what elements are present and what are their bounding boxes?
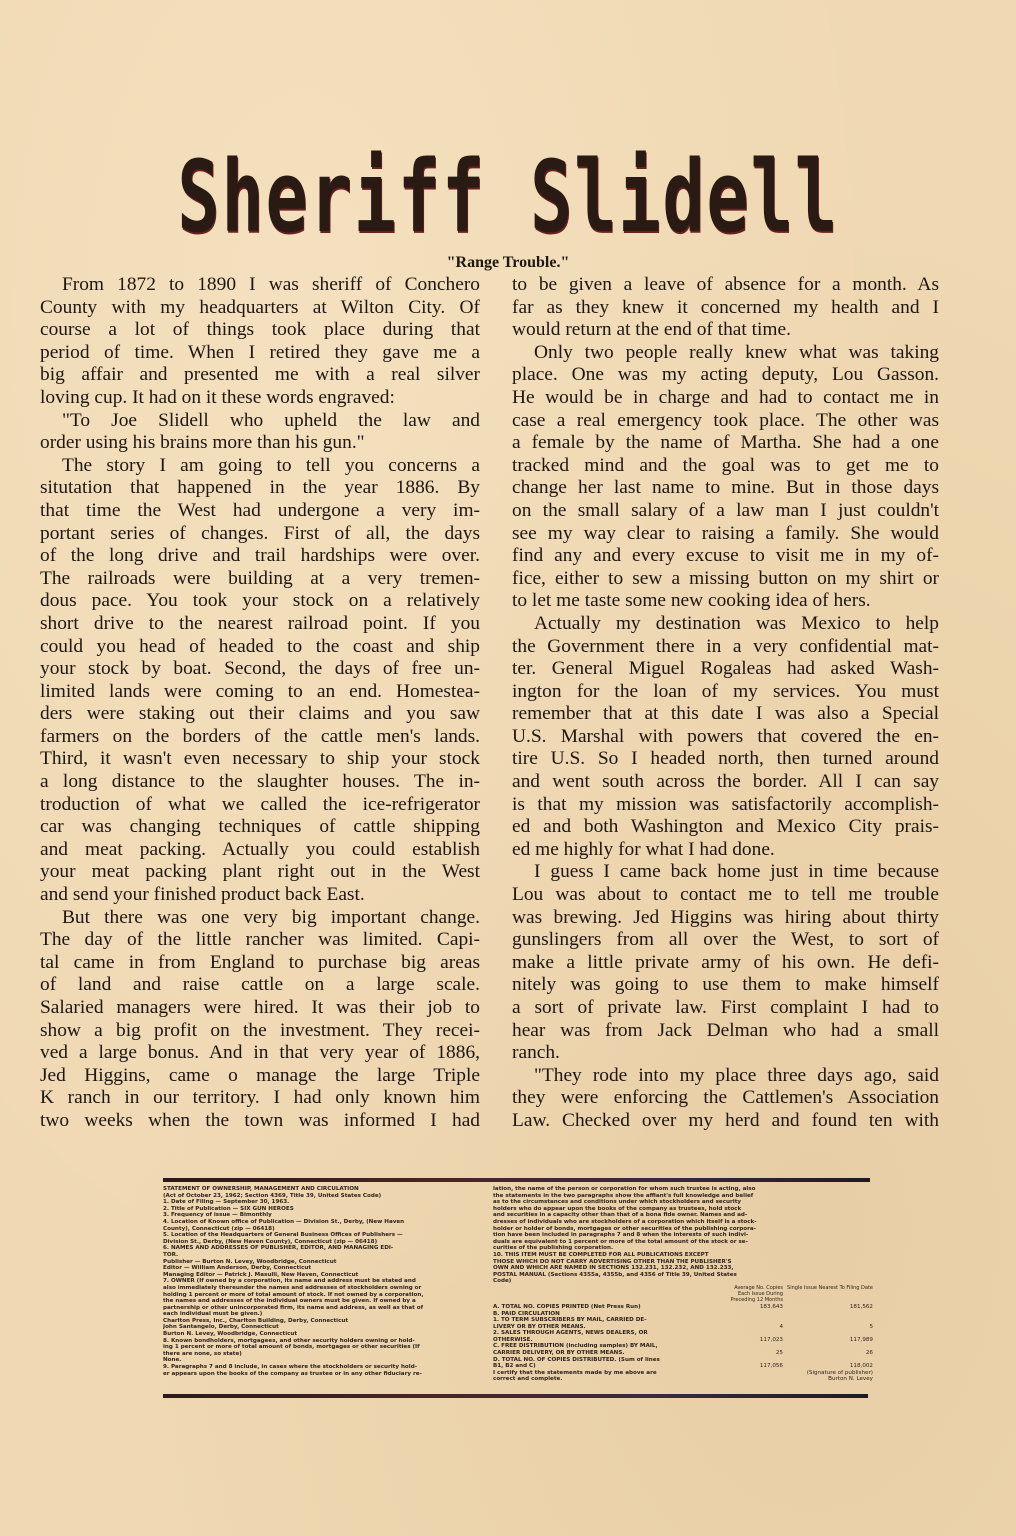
statement-line: Code) bbox=[493, 1278, 512, 1285]
text-line: far as they knew it concerned my health and I bbox=[512, 296, 939, 318]
text-line: the Government there in a very confidential mat- bbox=[512, 635, 939, 657]
row-single-issue bbox=[783, 1330, 873, 1337]
text-line: period of time. When I retired they gave me a bbox=[40, 341, 480, 363]
text-line: The day of the little rancher was limited. Capi- bbox=[40, 929, 480, 951]
row-average: 183,643 bbox=[759, 1303, 783, 1310]
text-line: big affair and presented me with a real silver bbox=[40, 364, 480, 386]
text-line: ington for the loan of my services. You must bbox=[512, 680, 939, 702]
paragraph bbox=[512, 861, 939, 1064]
text-line: course a lot of things took place during that bbox=[40, 319, 480, 341]
text-line: nitely was going to use them to make himself bbox=[512, 974, 939, 996]
row-average bbox=[723, 1311, 783, 1318]
statement-line: 8. Known bondholders, mortgagees, and other security holders owning or hold- bbox=[163, 1337, 415, 1344]
statement-line: there are none, so state) bbox=[163, 1350, 242, 1357]
text-line: they were enforcing the Cattlemen's Association bbox=[512, 1087, 939, 1109]
row-average: 117,056 bbox=[759, 1363, 783, 1370]
statement-line: TOR. bbox=[163, 1251, 179, 1258]
text-line: tracked mind and the goal was to get me to bbox=[512, 454, 939, 476]
story-subtitle: "Range Trouble." bbox=[446, 254, 570, 271]
header-single-issue: Single Issue Nearest To Filing Date bbox=[787, 1284, 873, 1291]
statement-line: None. bbox=[163, 1357, 182, 1364]
text-line: Only two people really knew what was taking bbox=[534, 341, 939, 363]
text-line: From 1872 to 1890 I was sheriff of Conchero bbox=[62, 274, 480, 295]
text-line: tire U.S. So I headed north, then turned around bbox=[512, 748, 939, 770]
row-single-issue: 118,002 bbox=[849, 1363, 873, 1370]
row-average bbox=[723, 1357, 783, 1364]
statement-line: holding 1 percent or more of total amount of stock. If not owned by a corporation, bbox=[163, 1291, 424, 1298]
statement-line: as to the circumstances and conditions under which stockholders and security bbox=[493, 1199, 742, 1206]
text-line: farmers on the borders of the cattle men's lands. bbox=[40, 725, 480, 747]
text-line: ed and both Washington and Mexico City prais- bbox=[512, 816, 939, 838]
story-title: Sheriff Slidell bbox=[177, 139, 839, 255]
row-single-issue: 5 bbox=[869, 1323, 873, 1330]
text-line: two weeks when the town was informed I had bbox=[40, 1109, 480, 1131]
statement-of-ownership bbox=[163, 1178, 873, 1383]
text-line: your meat packing plant right out in the West bbox=[40, 861, 480, 883]
circulation-row bbox=[493, 1370, 873, 1377]
row-label: 2. SALES THROUGH AGENTS, NEWS DEALERS, OR bbox=[493, 1330, 648, 1337]
text-line: He would be in charge and had to contact me in bbox=[512, 386, 939, 408]
text-line: Jed Higgins, came o manage the large Triple bbox=[40, 1064, 480, 1086]
text-line: and meat packing. Actually you could establish bbox=[40, 838, 480, 860]
text-line: U.S. Marshal with powers that covered the en- bbox=[512, 725, 939, 747]
circulation-header bbox=[493, 1285, 873, 1303]
statement-line: Editor — William Anderson, Derby, Connecticut bbox=[163, 1265, 312, 1272]
row-label: D. TOTAL NO. OF COPIES DISTRIBUTED. (Sum of lines bbox=[493, 1356, 660, 1363]
row-label: B1, B2 and C) bbox=[493, 1363, 536, 1370]
statement-line: curities of the publishing corporation. bbox=[493, 1245, 614, 1252]
statement-line: ing 1 percent or more of total amount of bonds, mortgages or other securities (If bbox=[163, 1344, 420, 1351]
statement-line: County), Connecticut (zip — 06418) bbox=[163, 1225, 275, 1232]
row-single-issue: 181,562 bbox=[849, 1303, 873, 1310]
statement-line: 6. NAMES AND ADDRESSES OF PUBLISHER, EDITOR, AND MANAGING EDI- bbox=[163, 1245, 394, 1252]
text-line: ders were staking out their claims and you saw bbox=[40, 703, 480, 725]
text-line: The railroads were building at a very tremen- bbox=[40, 567, 480, 589]
row-average bbox=[723, 1330, 783, 1337]
statement-line: OWN AND WHICH ARE NAMED IN SECTIONS 132.231, 132.232, AND 132.233, bbox=[493, 1265, 734, 1272]
text-line: make a little private army of his own. He defi- bbox=[512, 951, 939, 973]
text-line: Salaried managers were hired. It was their job to bbox=[40, 997, 480, 1018]
row-label: B. PAID CIRCULATION bbox=[493, 1310, 560, 1317]
text-line: portant series of changes. First of all, the days bbox=[40, 522, 480, 544]
statement-line: 4. Location of Known office of Publication — Division St., Derby, (New Haven bbox=[163, 1218, 405, 1225]
row-label: LIVERY OR BY OTHER MEANS. bbox=[493, 1323, 586, 1330]
statement-line: 3. Frequency of issue — Bimonthly bbox=[163, 1212, 272, 1219]
header-average: Average No. Copies Each Issue During Preceding 12 Months bbox=[730, 1284, 783, 1303]
text-line: fice, either to sew a missing button on my shirt or bbox=[512, 567, 939, 589]
statement-line: partnership or other unincorporated firm, its name and address, as well as that of bbox=[163, 1304, 424, 1311]
text-line: place. One was my acting deputy, Lou Gasson. bbox=[512, 364, 939, 386]
text-line: County with my headquarters at Wilton City. Of bbox=[40, 296, 480, 318]
text-line: The story I am going to tell you concerns a bbox=[62, 454, 480, 476]
circulation-row bbox=[493, 1330, 873, 1337]
row-single-issue: 117,989 bbox=[849, 1336, 873, 1343]
circulation-row bbox=[493, 1304, 873, 1311]
statement-line: and securities in a capacity other than that of a bona fide owner. Names and ad- bbox=[493, 1212, 748, 1219]
row-single-issue: Burton N. Levey bbox=[828, 1376, 873, 1383]
row-label: 1. TO TERM SUBSCRIBERS BY MAIL, CARRIED DE- bbox=[493, 1317, 647, 1324]
statement-line: Publisher — Burton N. Levey, Woodbridge, Connecticut bbox=[163, 1258, 337, 1265]
statement-line: Burton N. Levey, Woodbridge, Connecticut bbox=[163, 1331, 298, 1338]
text-line: Lou was about to contact me to tell me trouble bbox=[512, 884, 939, 906]
row-average bbox=[723, 1370, 783, 1377]
statement-line: dresses of individuals who are stockholders of a corporation which itself is a stock- bbox=[493, 1218, 757, 1225]
row-single-issue bbox=[783, 1357, 873, 1364]
row-label: A. TOTAL NO. COPIES PRINTED (Net Press Run) bbox=[493, 1303, 641, 1310]
paragraph bbox=[512, 1065, 939, 1133]
left-text-column bbox=[40, 274, 480, 1133]
row-average: 117,023 bbox=[759, 1336, 783, 1343]
text-line: to let me taste some new cooking idea of hers. bbox=[512, 590, 871, 612]
statement-line: 7. OWNER (If owned by a corporation, its name and address must be stated and bbox=[163, 1278, 416, 1285]
text-line: short drive to the nearest railroad point. If you bbox=[40, 612, 480, 634]
statement-line: tion have been included in paragraphs 7 and 8 when the interests of such indivi- bbox=[493, 1232, 749, 1239]
statement-line: 9. Paragraphs 7 and 8 include, in cases where the stockholders or security hold- bbox=[163, 1364, 418, 1371]
row-single-issue bbox=[783, 1343, 873, 1350]
statement-line: POSTAL MANUAL (Sections 4355a, 4355b, and 4356 of Title 39, United States bbox=[493, 1271, 737, 1278]
paragraph bbox=[40, 907, 480, 1133]
text-line: "To Joe Slidell who upheld the law and bbox=[62, 409, 480, 431]
statement-line: STATEMENT OF OWNERSHIP, MANAGEMENT AND CIRCULATION bbox=[163, 1186, 359, 1192]
row-label: C. FREE DISTRIBUTION (including samples) BY MAIL, bbox=[493, 1343, 658, 1350]
text-line: and send your finished product back East. bbox=[40, 884, 365, 906]
statement-line: 2. Title of Publication — SIX GUN HEROES bbox=[163, 1205, 294, 1212]
circulation-row bbox=[493, 1376, 873, 1383]
text-line: a long distance to the slaughter houses. The in- bbox=[40, 771, 480, 793]
text-line: case a real emergency took place. The other was bbox=[512, 409, 939, 431]
statement-line: the statements in the two paragraphs show the affiant's full knowledge and belief bbox=[493, 1192, 754, 1199]
paragraph bbox=[512, 613, 939, 862]
text-line: ed me highly for what I had done. bbox=[512, 838, 775, 860]
row-label: I certify that the statements made by me above are bbox=[493, 1369, 657, 1376]
circulation-row bbox=[493, 1324, 873, 1331]
row-average bbox=[723, 1317, 783, 1324]
paragraph bbox=[40, 455, 480, 907]
circulation-row bbox=[493, 1337, 873, 1344]
statement-line: 5. Location of the Headquarters of General Business Offices of Publishers — bbox=[163, 1232, 403, 1239]
text-line: car was changing techniques of cattle shipping bbox=[40, 816, 480, 838]
text-line: that time the West had undergone a very im- bbox=[40, 499, 480, 521]
text-line: But there was one very big important change. bbox=[62, 906, 480, 928]
statement-line: holders who do appear upon the books of the company as trustees, hold stock bbox=[493, 1205, 742, 1212]
statement-line: John Santangelo, Derby, Connecticut bbox=[163, 1324, 279, 1331]
circulation-row bbox=[493, 1357, 873, 1364]
circulation-row bbox=[493, 1363, 873, 1370]
text-line: your stock by boat. Second, the days of free un- bbox=[40, 658, 480, 680]
statement-line: 10. THIS ITEM MUST BE COMPLETED FOR ALL PUBLICATIONS EXCEPT bbox=[493, 1251, 709, 1258]
text-line: ranch. bbox=[512, 1042, 560, 1064]
text-line: loving cup. It had on it these words engraved: bbox=[40, 386, 395, 408]
text-line: could you head of headed to the coast and ship bbox=[40, 635, 480, 657]
text-line: a sort of private law. First complaint I had to bbox=[512, 997, 939, 1018]
row-average bbox=[723, 1343, 783, 1350]
row-average bbox=[723, 1376, 783, 1383]
text-line: order using his brains more than his gun." bbox=[40, 432, 365, 454]
text-line: find any and every excuse to visit me in my of- bbox=[512, 545, 939, 567]
text-line: limited lands were coming to an end. Homestea- bbox=[40, 680, 480, 702]
statement-line: each individual must be given.) bbox=[163, 1311, 263, 1318]
row-single-issue bbox=[783, 1311, 873, 1318]
text-line: Law. Checked over my herd and found ten with bbox=[512, 1109, 939, 1131]
row-label: CARRIER DELIVERY, OR BY OTHER MEANS. bbox=[493, 1350, 625, 1357]
circulation-row bbox=[493, 1343, 873, 1350]
statement-line: Charlton Press, Inc., Charlton Building, Derby, Connecticut bbox=[163, 1317, 349, 1324]
text-line: ter. General Miguel Rogaleas had asked Wash- bbox=[512, 658, 939, 680]
statement-line: lation, the name of the person or corporation for whom such trustee is acting, also bbox=[493, 1186, 756, 1192]
paragraph bbox=[40, 410, 480, 455]
text-line: tal came in from England to purchase big areas bbox=[40, 951, 480, 973]
statement-left-column bbox=[163, 1186, 478, 1377]
paragraph bbox=[512, 342, 939, 613]
text-line: and went south across the border. All I can say bbox=[512, 771, 939, 793]
text-line: Third, it wasn't even necessary to ship your stock bbox=[40, 748, 480, 770]
statement-line: er appears upon the books of the company as trustee or in any other fiduciary re- bbox=[163, 1370, 422, 1377]
bottom-rule bbox=[163, 1394, 868, 1398]
row-single-issue bbox=[783, 1317, 873, 1324]
statement-line: the names and addresses of the individual owners must be given. If owned by a bbox=[163, 1298, 416, 1305]
text-line: "They rode into my place three days ago, said bbox=[534, 1064, 939, 1086]
text-line: hear was from Jack Delman who had a small bbox=[512, 1019, 939, 1041]
row-average: 25 bbox=[775, 1350, 783, 1357]
paragraph bbox=[512, 274, 939, 342]
statement-line: 1. Date of Filing — September 30, 1963. bbox=[163, 1199, 290, 1206]
text-line: a female by the name of Martha. She had a one bbox=[512, 432, 939, 454]
statement-line: also immediately thereunder the names and addresses of stockholders owning or bbox=[163, 1284, 422, 1291]
text-line: of land and raise cattle on a large scale. bbox=[40, 974, 480, 996]
row-label: correct and complete. bbox=[493, 1376, 563, 1383]
text-line: is that my mission was satisfactorily accomplish- bbox=[512, 793, 939, 815]
text-line: remember that at this date I was also a Special bbox=[512, 703, 939, 725]
row-label: OTHERWISE. bbox=[493, 1336, 533, 1343]
statement-line: Managing Editor — Patrick J. Masulli, New Haven, Connecticut bbox=[163, 1271, 359, 1278]
text-line: see my way clear to raising a family. She would bbox=[512, 522, 939, 544]
text-line: would return at the end of that time. bbox=[512, 319, 791, 341]
text-line: Actually my destination was Mexico to help bbox=[534, 612, 939, 634]
statement-line: THOSE WHICH DO NOT CARRY ADVERTISING OTHER THAN THE PUBLISHER'S bbox=[493, 1258, 732, 1265]
top-rule bbox=[163, 1178, 870, 1182]
circulation-row bbox=[493, 1350, 873, 1357]
statement-line: (Act of October 23, 1962; Section 4369, Title 39, United States Code) bbox=[163, 1192, 382, 1199]
text-line: I guess I came back home just in time because bbox=[534, 861, 939, 883]
text-line: dous pace. You took your stock on a relatively bbox=[40, 590, 480, 612]
text-line: was brewing. Jed Higgins was hiring about thirty bbox=[512, 906, 939, 928]
row-single-issue: (Signature of publisher) bbox=[806, 1369, 873, 1376]
row-average: 4 bbox=[779, 1323, 783, 1330]
row-single-issue: 26 bbox=[865, 1350, 873, 1357]
text-line: to be given a leave of absence for a month. As bbox=[512, 274, 939, 295]
text-line: show a big profit on the investment. They recei- bbox=[40, 1019, 480, 1041]
text-line: gunslingers from all over the West, to sort of bbox=[512, 929, 939, 951]
text-line: of the long drive and trail hardships were over. bbox=[40, 545, 480, 567]
statement-line: holder or holder of bonds, mortgages or other securities of the publishing corpora- bbox=[493, 1225, 756, 1232]
statement-line: duals are equivalent to 1 percent or more of the total amount of the stock or se- bbox=[493, 1238, 748, 1245]
circulation-row bbox=[493, 1311, 873, 1318]
text-line: K ranch in our territory. I had only known him bbox=[40, 1087, 480, 1109]
circulation-row bbox=[493, 1317, 873, 1324]
statement-right-column bbox=[493, 1186, 873, 1383]
text-line: troduction of what we called the ice-refrigerator bbox=[40, 793, 480, 815]
statement-line: Division St., Derby, (New Haven County), Connecticut (zip — 06418) bbox=[163, 1238, 378, 1245]
text-line: change her last name to mine. But in those days bbox=[512, 477, 939, 499]
text-line: situtation that happened in the year 1886. By bbox=[40, 477, 480, 499]
right-text-column bbox=[512, 274, 939, 1133]
text-line: ved a large bonus. And in that very year of 1886, bbox=[40, 1042, 480, 1064]
paragraph bbox=[40, 274, 480, 410]
text-line: on the small salary of a law man I just couldn't bbox=[512, 499, 939, 521]
